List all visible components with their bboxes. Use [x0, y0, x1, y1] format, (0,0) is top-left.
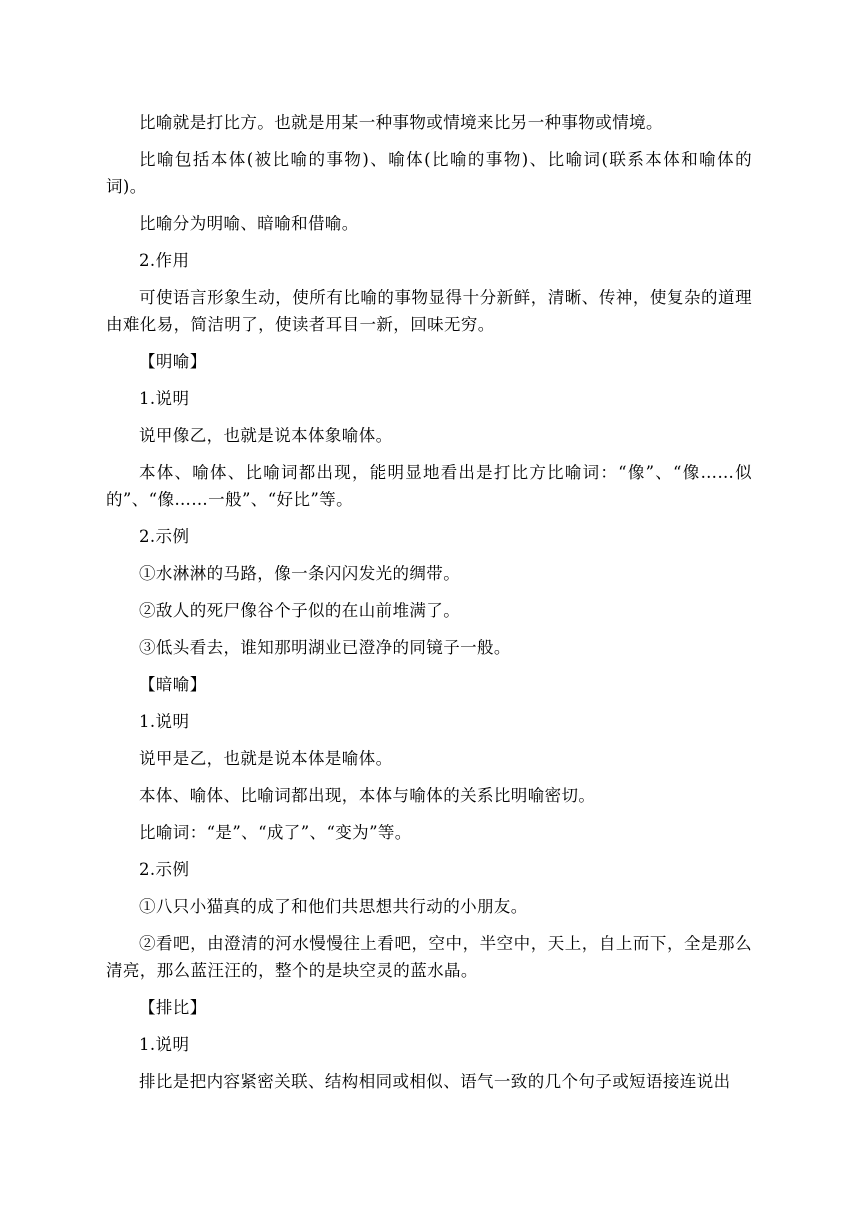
document-body: [106, 109, 752, 1105]
example-item: ②敌人的死尸像谷个子似的在山前堆满了。: [139, 601, 461, 620]
paragraph-metaphor-words: 比喻词：“是”、“成了”、“变为”等。: [139, 823, 412, 842]
section-heading-parallelism: 【排比】: [139, 998, 207, 1017]
paragraph-types: 比喻分为明喻、暗喻和借喻。: [139, 214, 359, 233]
heading-function: 2.作用: [139, 251, 190, 270]
example-item: ①水淋淋的马路，像一条闪闪发光的绸带。: [139, 564, 461, 583]
paragraph-metaphor-definition: 说甲是乙，也就是说本体是喻体。: [139, 749, 393, 768]
example-item: ③低头看去，谁知那明湖业已澄净的同镜子一般。: [139, 638, 511, 657]
paragraph-simile-definition: 说甲像乙，也就是说本体象喻体。: [139, 426, 393, 445]
paragraph-simile-words: 本体、喻体、比喻词都出现，能明显地看出是打比方比喻词：“像”、“像……似的”、“像……一般”、“好比”等。: [106, 463, 752, 509]
heading-examples: 2.示例: [139, 860, 190, 879]
heading-examples: 2.示例: [139, 527, 190, 546]
paragraph-definition: 比喻就是打比方。也就是用某一种事物或情境来比另一种事物或情境。: [139, 113, 663, 132]
paragraph-parallelism-definition: 排比是把内容紧密关联、结构相同或相似、语气一致的几个句子或短语接连说出: [139, 1072, 731, 1091]
paragraph-function: 可使语言形象生动，使所有比喻的事物显得十分新鲜，清晰、传神，使复杂的道理由难化易，简洁明了，使读者耳目一新，回味无穷。: [106, 288, 752, 334]
section-heading-simile: 【明喻】: [139, 352, 207, 371]
heading-explanation: 1.说明: [139, 1035, 190, 1054]
heading-explanation: 1.说明: [139, 389, 190, 408]
example-item: ①八只小猫真的成了和他们共思想共行动的小朋友。: [139, 897, 528, 916]
example-item: ②看吧，由澄清的河水慢慢往上看吧，空中，半空中，天上，自上而下，全是那么清亮，那么蓝汪汪的，整个的是块空灵的蓝水晶。: [106, 934, 752, 980]
section-heading-metaphor: 【暗喻】: [139, 675, 207, 694]
paragraph-metaphor-relation: 本体、喻体、比喻词都出现，本体与喻体的关系比明喻密切。: [139, 786, 596, 805]
paragraph-components: 比喻包括本体(被比喻的事物)、喻体(比喻的事物)、比喻词(联系本体和喻体的词)。: [106, 150, 752, 196]
heading-explanation: 1.说明: [139, 712, 190, 731]
